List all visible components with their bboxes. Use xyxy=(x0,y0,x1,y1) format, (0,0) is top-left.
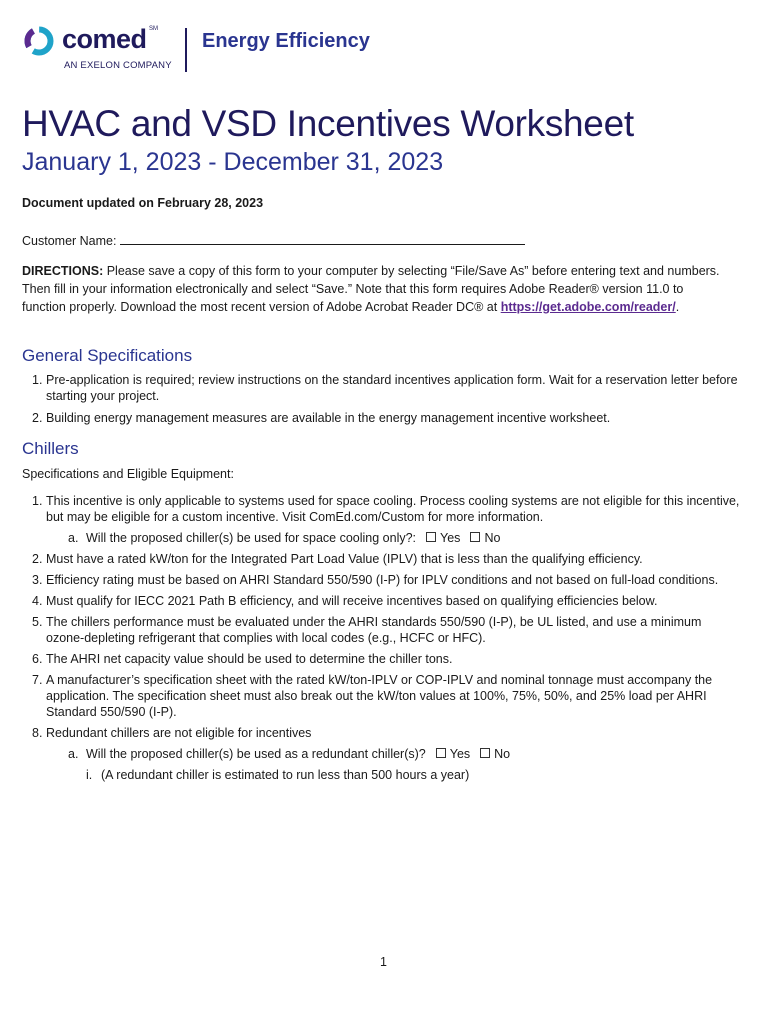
yes-checkbox[interactable] xyxy=(436,748,446,758)
question-text: Will the proposed chiller(s) be used for space cooling only?: xyxy=(86,531,417,545)
list-number: 7. xyxy=(32,673,43,687)
list-text: Efficiency rating must be based on AHRI Standard 550/590 (I-P) for IPLV conditions and not based on full-load conditions. xyxy=(46,573,719,587)
list-number: 2. xyxy=(32,411,43,425)
list-number: 3. xyxy=(32,573,43,587)
list-item xyxy=(22,372,742,404)
adobe-reader-link[interactable]: https://get.adobe.com/reader/ xyxy=(500,300,676,314)
header xyxy=(22,22,742,74)
list-item xyxy=(22,672,742,720)
list-roman: i. xyxy=(86,768,93,782)
no-checkbox[interactable] xyxy=(480,748,490,758)
list-number: 1. xyxy=(32,494,43,508)
list-item xyxy=(22,572,742,588)
list-item xyxy=(22,410,742,426)
directions xyxy=(22,262,722,316)
list-text: The AHRI net capacity value should be used to determine the chiller tons. xyxy=(46,652,453,666)
chillers-list xyxy=(22,493,742,788)
program-name: Energy Efficiency xyxy=(202,30,370,52)
comed-logo-icon xyxy=(22,24,56,58)
no-label: No xyxy=(494,747,511,761)
page-title: HVAC and VSD Incentives Worksheet xyxy=(22,103,634,144)
list-number: 6. xyxy=(32,652,43,666)
yes-label: Yes xyxy=(449,747,471,761)
chillers-intro: Specifications and Eligible Equipment: xyxy=(22,467,234,481)
general-specs-heading: General Specifications xyxy=(22,346,193,365)
list-number: 2. xyxy=(32,552,43,566)
note-text: (A redundant chiller is estimated to run less than 500 hours a year) xyxy=(101,768,470,782)
customer-name-field[interactable] xyxy=(120,233,525,245)
list-text: Pre-application is required; review instructions on the standard incentives application form. Wait for a reservation letter before starting your project. xyxy=(46,373,738,403)
list-text: Redundant chillers are not eligible for incentives xyxy=(46,726,312,740)
header-divider xyxy=(185,28,187,72)
list-item xyxy=(22,651,742,667)
customer-name-label: Customer Name: xyxy=(22,234,117,248)
directions-end: . xyxy=(675,300,680,314)
directions-label: DIRECTIONS: xyxy=(22,264,104,278)
page-number: 1 xyxy=(380,955,387,969)
page-subtitle: January 1, 2023 - December 31, 2023 xyxy=(22,148,444,176)
list-text: This incentive is only applicable to systems used for space cooling. Process cooling systems are not eligible for this incentive, but may be eligible for a custom incentive. Visit ComEd.com/Custom for more information. xyxy=(46,494,740,524)
list-item xyxy=(22,551,742,567)
general-specs-list xyxy=(22,372,742,432)
document-updated: Document updated on February 28, 2023 xyxy=(22,196,264,210)
no-checkbox[interactable] xyxy=(470,532,480,542)
list-text: The chillers performance must be evaluated under the AHRI standards 550/590 (I-P), be UL listed, and use a minimum ozone-depleting refrigerant that complies with local codes (e.g., HCFC or HFC). xyxy=(46,615,702,645)
list-text: A manufacturer’s specification sheet with the rated kW/ton-IPLV or COP-IPLV and nominal tonnage must accompany the application. The specification sheet must also break out the kW/ton values at 100%, 75%, 50%, and 25% load per AHRI Standard 550/590 (I-P). xyxy=(46,673,713,719)
redundant-chiller-question xyxy=(46,746,742,762)
list-text: Must qualify for IECC 2021 Path B efficiency, and will receive incentives based on qualifying efficiencies below. xyxy=(46,594,658,608)
space-cooling-question xyxy=(46,530,742,546)
logo-wordmark: comed xyxy=(62,24,147,54)
no-label: No xyxy=(484,531,501,545)
list-text: Must have a rated kW/ton for the Integrated Part Load Value (IPLV) that is less than the qualifying efficiency. xyxy=(46,552,643,566)
yes-checkbox[interactable] xyxy=(426,532,436,542)
list-letter: a. xyxy=(68,531,79,545)
redundant-chiller-note xyxy=(46,767,742,783)
list-number: 4. xyxy=(32,594,43,608)
directions-text: Please save a copy of this form to your computer by selecting “File/Save As” before entering text and numbers. Then fill in your information electronically and select “Save.” Note that this form requires Adobe Reader® version 11.0 to function properly. Download the most recent version of Adobe Acrobat Reader DC® at xyxy=(22,264,720,314)
list-number: 8. xyxy=(32,726,43,740)
logo-tagline: AN EXELON COMPANY xyxy=(64,60,172,71)
list-item xyxy=(22,725,742,783)
list-text: Building energy management measures are available in the energy management incentive worksheet. xyxy=(46,411,611,425)
list-number: 1. xyxy=(32,373,43,387)
list-item xyxy=(22,593,742,609)
list-item xyxy=(22,493,742,546)
yes-label: Yes xyxy=(440,531,461,545)
customer-name-row xyxy=(22,233,525,248)
chillers-heading: Chillers xyxy=(22,439,79,458)
list-letter: a. xyxy=(68,747,79,761)
logo-trademark: SM xyxy=(149,26,158,32)
list-item xyxy=(22,614,742,646)
list-number: 5. xyxy=(32,615,43,629)
question-text: Will the proposed chiller(s) be used as a redundant chiller(s)? xyxy=(86,747,426,761)
